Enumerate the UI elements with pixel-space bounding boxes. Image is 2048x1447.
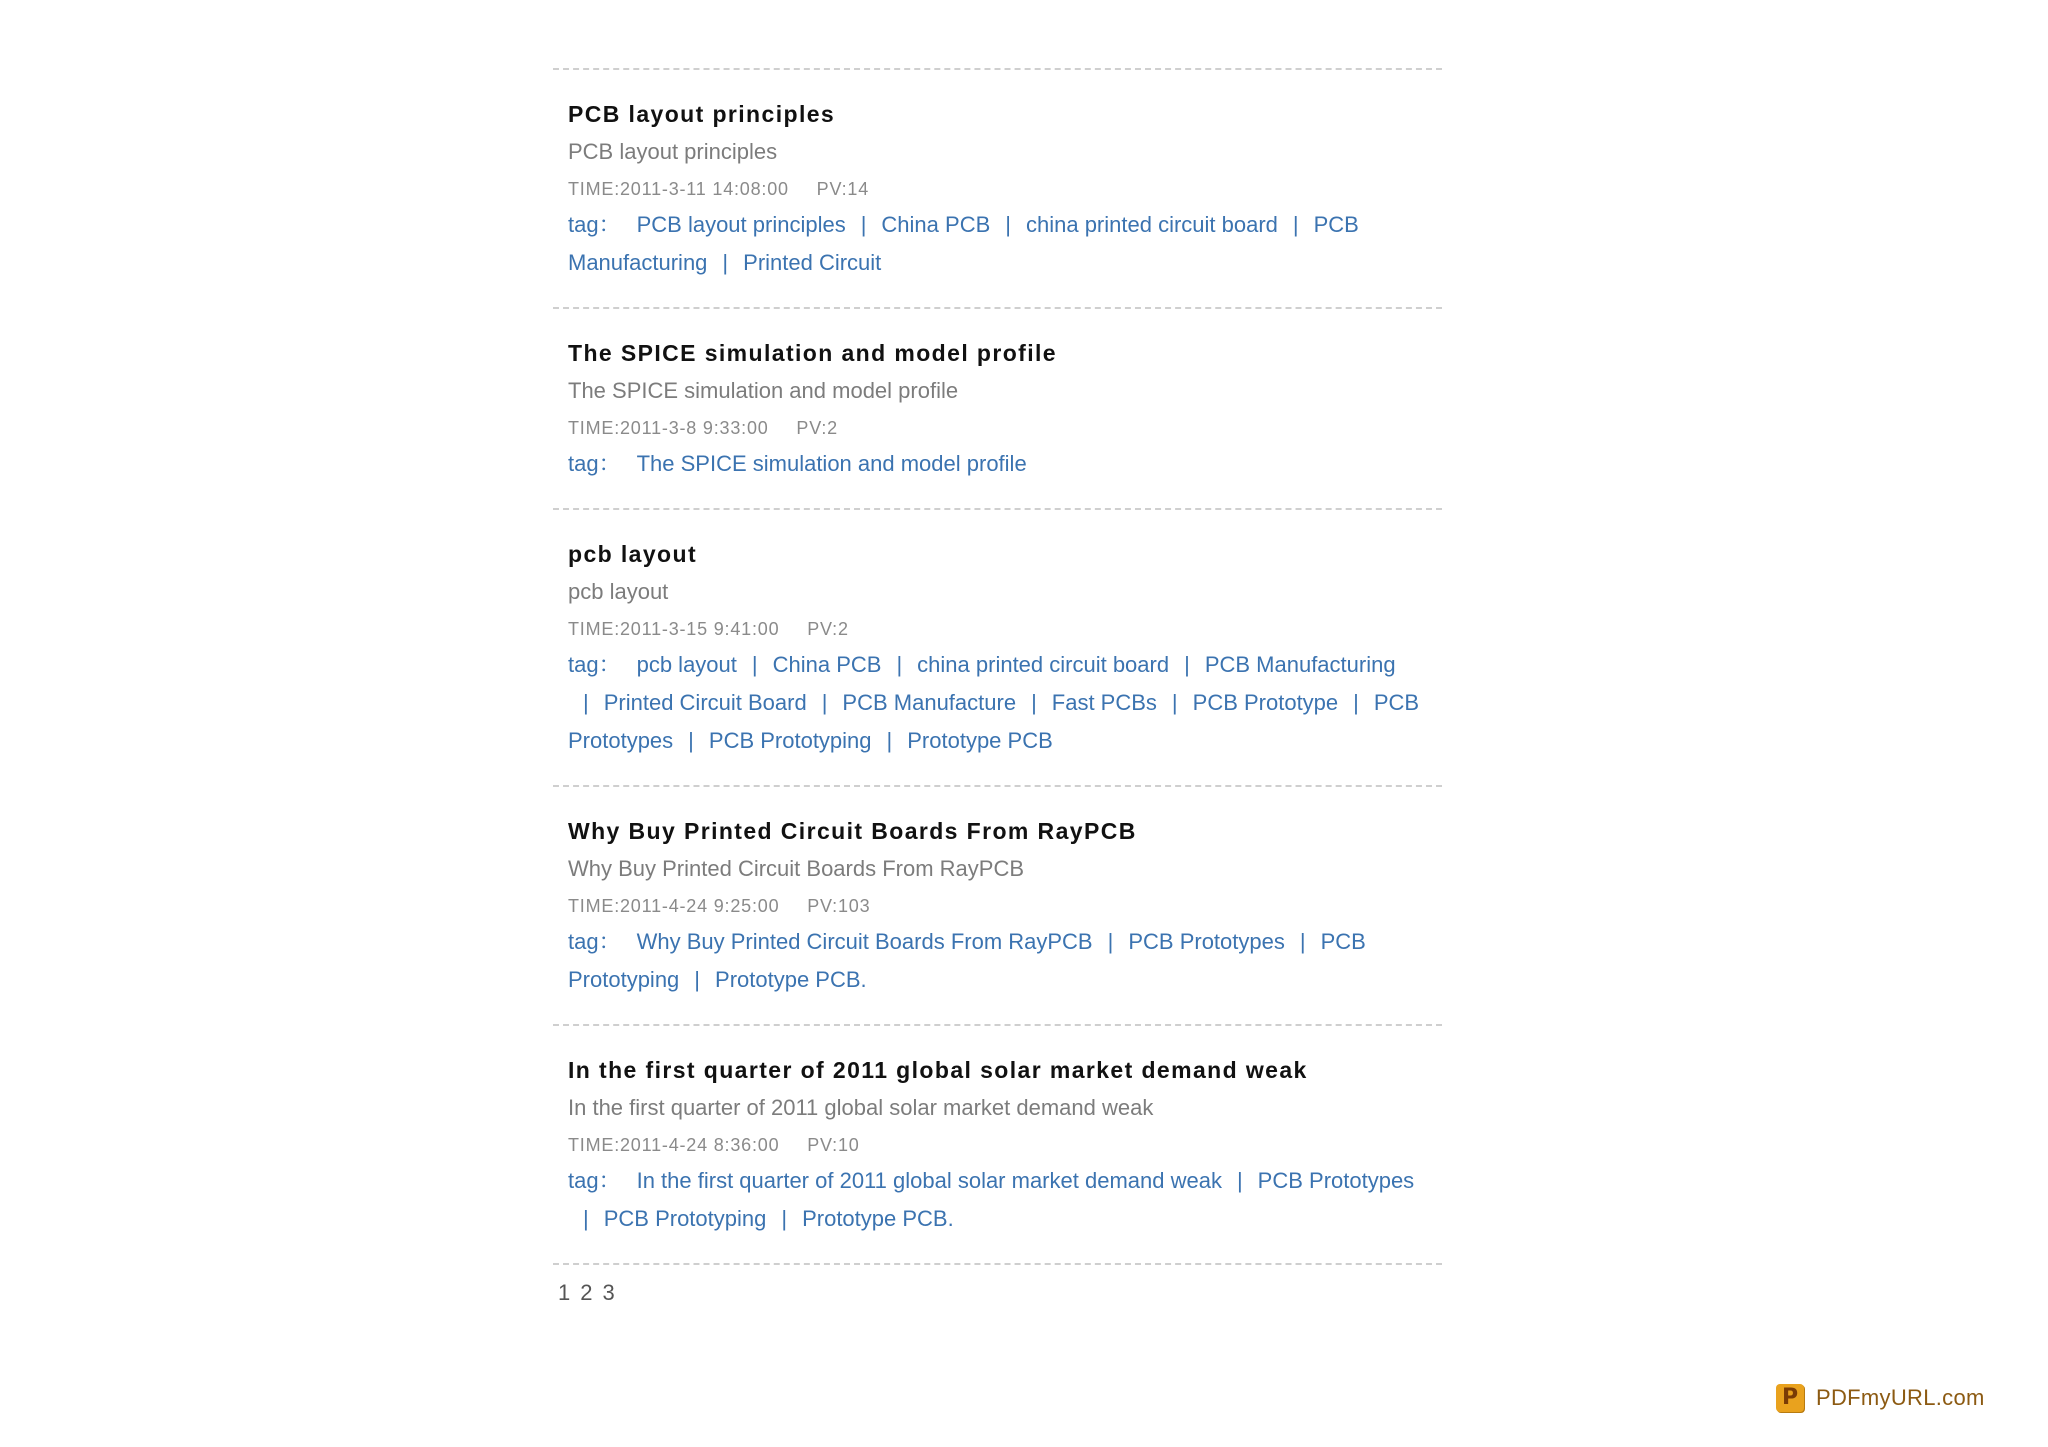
article-pv: PV:14 [816, 179, 870, 199]
article-item [553, 309, 1442, 510]
tag-link[interactable]: PCB Prototyping [603, 1206, 767, 1231]
article-pv: PV:2 [807, 619, 849, 639]
article-meta [568, 617, 1427, 641]
tag-prefix: tag： [568, 652, 621, 677]
tag-separator: | [722, 250, 729, 275]
article-title[interactable]: In the first quarter of 2011 global solar market demand weak [568, 1057, 1308, 1083]
tag-separator: | [1236, 1168, 1243, 1193]
article-item [553, 1026, 1442, 1265]
article-title[interactable]: Why Buy Printed Circuit Boards From RayPCB [568, 818, 1137, 844]
tag-separator: | [1292, 212, 1299, 237]
tag-list [568, 646, 1427, 760]
tag-prefix: tag： [568, 212, 621, 237]
page-link-1[interactable]: 1 [558, 1280, 571, 1305]
tag-separator: | [1184, 652, 1190, 677]
page-link-2[interactable]: 2 [580, 1280, 593, 1305]
tag-link[interactable]: pcb layout [636, 652, 737, 677]
tag-separator: | [1171, 690, 1178, 715]
tag-link[interactable]: PCB Prototyping [568, 929, 1366, 992]
tag-list [568, 923, 1427, 999]
tag-list [568, 445, 1427, 483]
tag-link[interactable]: PCB Prototypes [1257, 1168, 1415, 1193]
tag-link[interactable]: china printed circuit board [1025, 212, 1278, 237]
tag-link[interactable]: PCB layout principles [636, 212, 846, 237]
tag-link[interactable]: The SPICE simulation and model profile [636, 451, 1027, 476]
tag-separator: | [688, 728, 694, 753]
article-list [553, 68, 1442, 1265]
article-title[interactable]: PCB layout principles [568, 101, 836, 127]
tag-prefix: tag： [568, 1168, 621, 1193]
tag-separator: | [694, 967, 701, 992]
tag-link[interactable]: In the first quarter of 2011 global solar market demand weak [636, 1168, 1222, 1193]
article-time: TIME:2011-3-8 9:33:00 [568, 418, 769, 438]
tag-link[interactable]: Printed Circuit Board [603, 690, 807, 715]
page-link-3[interactable]: 3 [602, 1280, 615, 1305]
tag-link[interactable]: Prototype PCB. [715, 967, 867, 992]
tag-link[interactable]: PCB Prototyping [708, 728, 872, 753]
tag-link[interactable]: Fast PCBs [1051, 690, 1157, 715]
article-title[interactable]: The SPICE simulation and model profile [568, 340, 1057, 366]
tag-separator: | [821, 690, 828, 715]
article-meta [568, 416, 1427, 440]
tag-separator: | [1353, 690, 1359, 715]
article-summary: The SPICE simulation and model profile [568, 378, 959, 403]
tag-separator: | [1005, 212, 1011, 237]
tag-link[interactable]: PCB Manufacturing [1204, 652, 1396, 677]
article-pv: PV:2 [796, 418, 838, 438]
article-time: TIME:2011-4-24 8:36:00 [568, 1135, 780, 1155]
article-meta [568, 894, 1427, 918]
tag-separator: | [860, 212, 867, 237]
tag-separator: | [583, 1206, 589, 1231]
article-title[interactable]: pcb layout [568, 541, 698, 567]
article-pv: PV:103 [807, 896, 871, 916]
article-time: TIME:2011-3-11 14:08:00 [568, 179, 789, 199]
tag-link[interactable]: Prototype PCB [907, 728, 1053, 753]
tag-separator: | [751, 652, 758, 677]
tag-link[interactable]: PCB Prototypes [1128, 929, 1285, 954]
article-item [553, 510, 1442, 787]
article-summary: In the first quarter of 2011 global solar market demand weak [568, 1095, 1154, 1120]
tag-separator: | [1107, 929, 1114, 954]
tag-link[interactable]: Printed Circuit [743, 250, 882, 275]
article-pv: PV:10 [807, 1135, 860, 1155]
tag-link[interactable]: China PCB [772, 652, 882, 677]
tag-link[interactable]: china printed circuit board [917, 652, 1170, 677]
article-meta [568, 177, 1427, 201]
tag-list [568, 206, 1427, 282]
tag-link[interactable]: Prototype PCB. [802, 1206, 954, 1231]
article-summary: PCB layout principles [568, 139, 778, 164]
tag-link[interactable]: China PCB [881, 212, 991, 237]
pdfmyurl-link-text[interactable]: PDFmyURL.com [1816, 1385, 1985, 1410]
tag-separator: | [583, 690, 589, 715]
pagination [558, 1280, 625, 1306]
pdfmyurl-badge[interactable] [1776, 1384, 1985, 1412]
tag-separator: | [886, 728, 893, 753]
tag-link[interactable]: PCB Manufacture [842, 690, 1017, 715]
tag-list [568, 1162, 1427, 1238]
article-summary: pcb layout [568, 579, 669, 604]
tag-link[interactable]: Why Buy Printed Circuit Boards From RayPCB [636, 929, 1093, 954]
article-summary: Why Buy Printed Circuit Boards From RayPCB [568, 856, 1025, 881]
tag-separator: | [781, 1206, 788, 1231]
pdfmyurl-logo-icon [1776, 1384, 1804, 1412]
tag-separator: | [896, 652, 903, 677]
tag-prefix: tag： [568, 451, 621, 476]
tag-prefix: tag： [568, 929, 621, 954]
article-time: TIME:2011-3-15 9:41:00 [568, 619, 780, 639]
tag-link[interactable]: PCB Prototypes [568, 690, 1420, 753]
tag-link[interactable]: PCB Prototype [1192, 690, 1339, 715]
tag-link[interactable]: PCB Manufacturing [568, 212, 1359, 275]
article-meta [568, 1133, 1427, 1157]
article-item [553, 787, 1442, 1026]
tag-separator: | [1299, 929, 1306, 954]
article-time: TIME:2011-4-24 9:25:00 [568, 896, 780, 916]
tag-separator: | [1031, 690, 1037, 715]
article-item [553, 70, 1442, 309]
